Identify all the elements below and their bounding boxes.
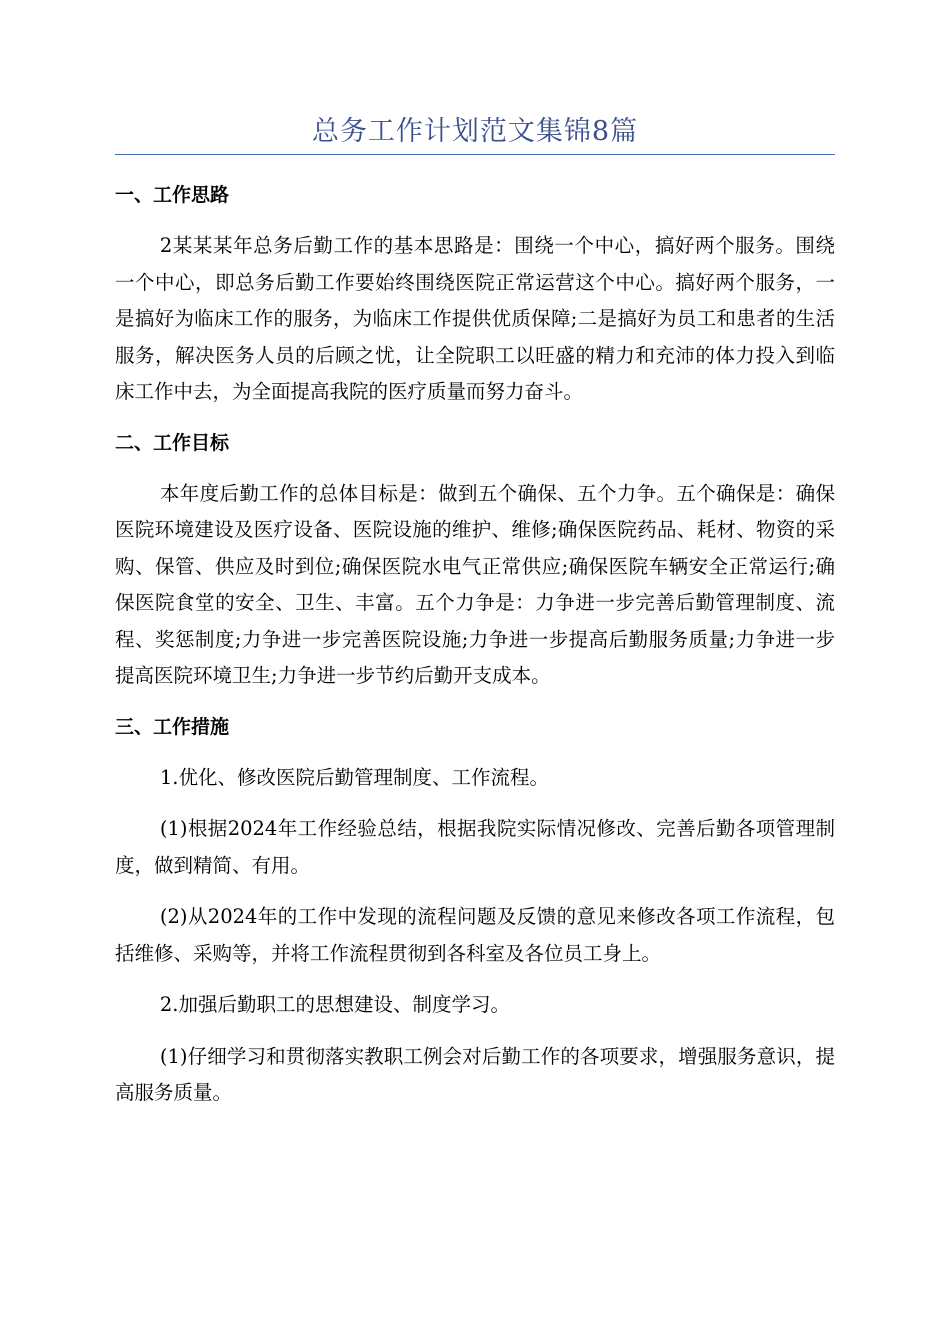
section-heading: 三、工作措施 xyxy=(115,715,230,738)
section-heading: 二、工作目标 xyxy=(115,431,230,454)
body-paragraph: 2某某某年总务后勤工作的基本思路是：围绕一个中心，搞好两个服务。围绕一个中心，即总务后勤工作要始终围绕医院正常运营这个中心。搞好两个服务，一是搞好为临床工作的服务，为临床工作提供优质保障;二是搞好为员工和患者的生活服务，解决医务人员的后顾之忧，让全院职工以旺盛的精力和充沛的体力投入到临床工作中去，为全面提高我院的医疗质量而努力奋斗。 xyxy=(115,234,835,403)
body-paragraph: 本年度后勤工作的总体目标是：做到五个确保、五个力争。五个确保是：确保医院环境建设及医疗设备、医院设施的维护、维修;确保医院药品、耗材、物资的采购、保管、供应及时到位;确保医院水电气正常供应;确保医院车辆安全正常运行;确保医院食堂的安全、卫生、丰富。五个力争是：力争进一步完善后勤管理制度、流程、奖惩制度;力争进一步完善医院设施;力争进一步提高后勤服务质量;力争进一步提高医院环境卫生;力争进一步节约后勤开支成本。 xyxy=(115,481,835,687)
body-paragraph: (2)从2024年的工作中发现的流程问题及反馈的意见来修改各项工作流程，包括维修、采购等，并将工作流程贯彻到各科室及各位员工身上。 xyxy=(115,905,835,965)
section-heading: 一、工作思路 xyxy=(115,184,230,206)
body-paragraph: 2.加强后勤职工的思想建设、制度学习。 xyxy=(159,993,510,1016)
document-title: 总务工作计划范文集锦8篇 xyxy=(311,116,639,147)
title-underline xyxy=(115,154,835,155)
body-paragraph: (1)根据2024年工作经验总结，根据我院实际情况修改、完善后勤各项管理制度，做到精简、有用。 xyxy=(115,817,835,877)
body-paragraph: 1.优化、修改医院后勤管理制度、工作流程。 xyxy=(159,765,549,789)
body-paragraph: (1)仔细学习和贯彻落实教职工例会对后勤工作的各项要求，增强服务意识，提高服务质量。 xyxy=(115,1044,835,1104)
document-body xyxy=(115,178,835,1127)
